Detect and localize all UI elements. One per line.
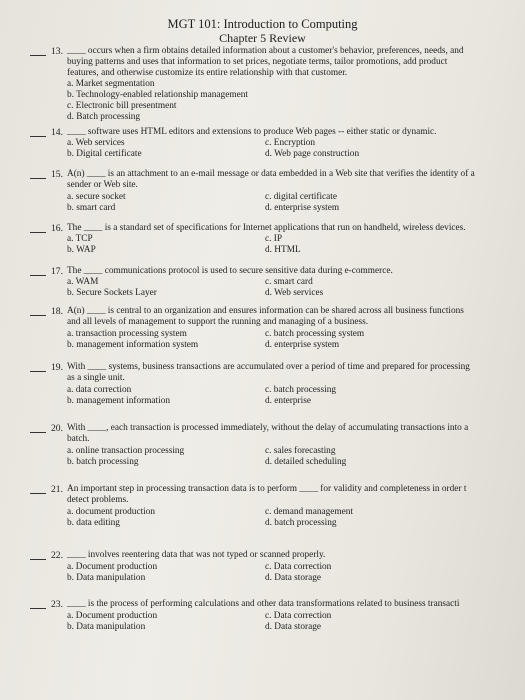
question-stem: [67, 46, 525, 79]
option-d: d. detailed scheduling: [265, 457, 347, 467]
stem-line: ____ is the process of performing calculations and other data transformations related to business transacti: [67, 599, 460, 609]
option-c: c. IP: [265, 234, 283, 244]
stem-line: ____ occurs when a firm obtains detailed information about a customer's behavior, preferences, needs, and: [67, 46, 464, 56]
stem-line: sender or Web site.: [67, 180, 138, 190]
question-stem: [67, 423, 525, 445]
question-number: 19.: [51, 362, 63, 373]
answer-blank: [30, 275, 46, 276]
option-c: c. demand management: [265, 507, 354, 517]
page-subtitle: Chapter 5 Review: [219, 31, 306, 45]
option-a: a. document production: [67, 507, 156, 517]
option-a: a. Document production: [67, 562, 158, 572]
stem-line: buying patterns and uses that information to set prices, negotiate terms, tailor promotions, add product: [67, 57, 448, 67]
answer-blank: [30, 493, 46, 494]
stem-line: as a single unit.: [67, 373, 125, 383]
answer-blank: [30, 232, 46, 233]
question-number: 15.: [51, 169, 63, 180]
option-b: b. Data manipulation: [67, 573, 146, 583]
question-number: 17.: [51, 266, 63, 277]
option-a: a. TCP: [67, 234, 93, 244]
option-d: d. Web page construction: [265, 149, 360, 159]
question-number: 14.: [51, 127, 63, 138]
stem-line: The ____ is a standard set of specifications for Internet applications that run on handheld, wireless devices.: [67, 223, 466, 233]
stem-line: The ____ communications protocol is used to secure sensitive data during e-commerce.: [67, 266, 393, 276]
stem-line: features, and otherwise customize its entire relationship with that customer.: [67, 68, 348, 78]
option-b: b. smart card: [67, 203, 116, 213]
stem-line: A(n) ____ is central to an organization and ensures information can be shared across all business functions: [67, 306, 464, 316]
question-stem: [67, 223, 525, 234]
option-b: b. Secure Sockets Layer: [67, 288, 157, 298]
option-d: d. enterprise system: [265, 203, 340, 213]
question-number: 16.: [51, 223, 63, 234]
question-stem: [67, 550, 525, 561]
option-d: d. batch processing: [265, 518, 337, 528]
stem-line: With ____, each transaction is processed immediately, without the delay of accumulating transactions into a: [67, 423, 469, 433]
option-d: d. enterprise: [265, 396, 311, 406]
option-c: c. batch processing system: [265, 329, 365, 339]
option-b: b. WAP: [67, 245, 96, 255]
option-d: d. HTML: [265, 245, 301, 255]
answer-blank: [30, 178, 46, 179]
stem-line: An important step in processing transaction data is to perform ____ for validity and completeness in order t: [67, 484, 467, 494]
stem-line: detect problems.: [67, 495, 129, 505]
option-b: b. Technology-enabled relationship management: [67, 90, 248, 100]
question-number: 23.: [51, 599, 63, 610]
question-stem: [67, 127, 525, 138]
question-number: 18.: [51, 306, 63, 317]
option-b: b. management information system: [67, 340, 199, 350]
question-stem: [67, 306, 525, 328]
option-c: c. batch processing: [265, 385, 336, 395]
option-a: a. Web services: [67, 138, 125, 148]
page-title: MGT 101: Introduction to Computing: [167, 17, 358, 31]
option-a: a. WAM: [67, 277, 99, 287]
option-c: c. smart card: [265, 277, 313, 287]
option-a: a. Market segmentation: [67, 79, 155, 89]
stem-line: A(n) ____ is an attachment to an e-mail message or data embedded in a Web site that verifies the identity of a: [67, 169, 475, 179]
option-c: c. Data correction: [265, 562, 332, 572]
option-b: b. management information: [67, 396, 171, 406]
answer-blank: [30, 432, 46, 433]
option-c: c. sales forecasting: [265, 446, 336, 456]
option-a: a. secure socket: [67, 192, 126, 202]
option-c: c. Encryption: [265, 138, 316, 148]
option-d: d. Data storage: [265, 622, 322, 632]
option-d: d. enterprise system: [265, 340, 340, 350]
answer-blank: [30, 608, 46, 609]
answer-blank: [30, 55, 46, 56]
question-number: 21.: [51, 484, 63, 495]
option-b: b. Digital certificate: [67, 149, 142, 159]
option-d: d. Web services: [265, 288, 324, 298]
answer-blank: [30, 559, 46, 560]
option-d: d. Data storage: [265, 573, 322, 583]
option-a: a. transaction processing system: [67, 329, 187, 339]
option-c: c. Electronic bill presentment: [67, 101, 177, 111]
stem-line: With ____ systems, business transactions are accumulated over a period of time and prepared for processing: [67, 362, 470, 372]
stem-line: ____ involves reentering data that was not typed or scanned properly.: [67, 550, 326, 560]
option-b: b. batch processing: [67, 457, 139, 467]
answer-blank: [30, 315, 46, 316]
question-stem: [67, 169, 525, 191]
option-c: c. digital certificate: [265, 192, 338, 202]
option-d: d. Batch processing: [67, 112, 141, 122]
question-stem: [67, 599, 525, 610]
question-stem: [67, 484, 525, 506]
stem-line: ____ software uses HTML editors and extensions to produce Web pages -- either static or dynamic.: [67, 127, 437, 137]
question-stem: [67, 266, 525, 277]
question-number: 13.: [51, 46, 63, 57]
option-a: a. Document production: [67, 611, 158, 621]
stem-line: batch.: [67, 434, 90, 444]
answer-blank: [30, 371, 46, 372]
stem-line: and all levels of management to support the running and managing of a business.: [67, 317, 369, 327]
option-b: b. data editing: [67, 518, 120, 528]
question-stem: [67, 362, 525, 384]
option-a: a. online transaction processing: [67, 446, 185, 456]
option-list: [67, 79, 248, 123]
option-a: a. data correction: [67, 385, 132, 395]
question-number: 22.: [51, 550, 63, 561]
question-number: 20.: [51, 423, 63, 434]
option-c: c. Data correction: [265, 611, 332, 621]
option-b: b. Data manipulation: [67, 622, 146, 632]
answer-blank: [30, 136, 46, 137]
